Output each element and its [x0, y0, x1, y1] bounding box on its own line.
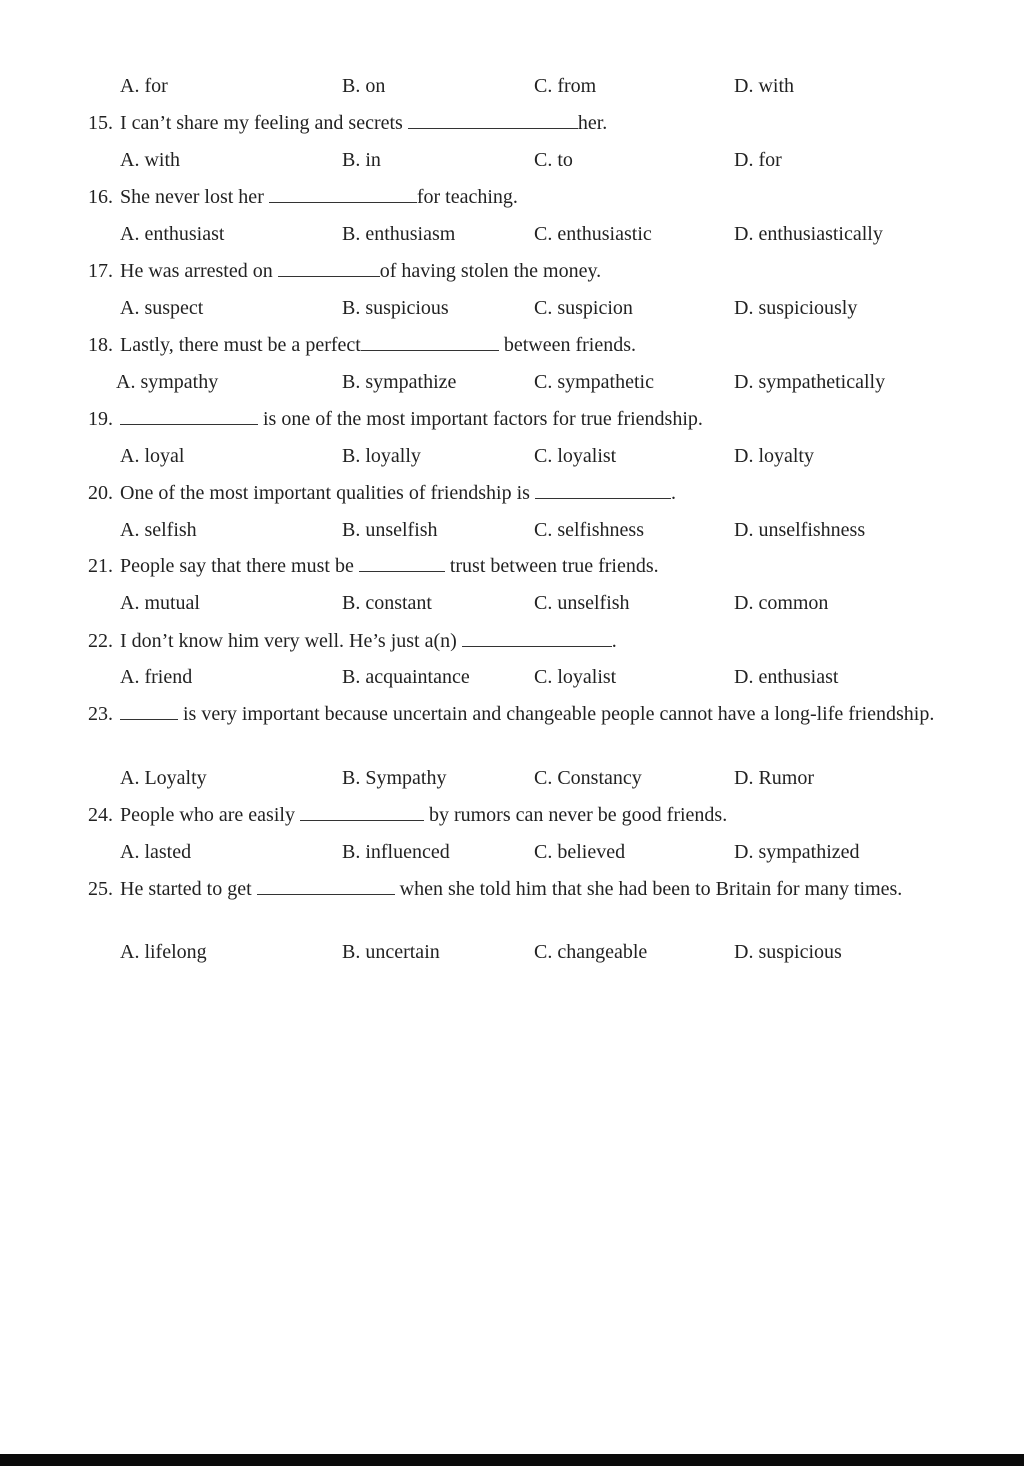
option-b: B. influenced [342, 841, 450, 863]
question-text [120, 802, 950, 828]
option-d: D. sympathized [734, 841, 860, 863]
question-text [120, 258, 950, 284]
option-a: A. sympathy [116, 371, 219, 393]
option-c: C. sympathetic [534, 371, 654, 393]
option-c: C. loyalist [534, 445, 617, 467]
question-number: 15. [88, 112, 113, 134]
question-number: 16. [88, 186, 113, 208]
question-text [120, 628, 950, 654]
question-text [120, 110, 950, 136]
option-a: A. selfish [120, 519, 197, 541]
option-b: B. unselfish [342, 519, 438, 541]
options-row-20 [0, 517, 1024, 543]
question-number: 23. [88, 703, 113, 725]
option-d: D. loyalty [734, 445, 814, 467]
answer-blank [462, 628, 612, 647]
bottom-bar [0, 1454, 1024, 1466]
option-a: A. suspect [120, 297, 204, 319]
question-number: 22. [88, 630, 113, 652]
option-b: B. acquaintance [342, 666, 470, 688]
options-row-15 [0, 147, 1024, 173]
question-number: 19. [88, 408, 113, 430]
answer-blank [120, 406, 258, 425]
question-number: 20. [88, 482, 113, 504]
option-c: C. suspicion [534, 297, 633, 319]
question-text-end: her. [577, 112, 608, 134]
option-a: A. friend [120, 666, 193, 688]
option-d: D. Rumor [734, 767, 814, 789]
option-b: B. in [342, 149, 381, 171]
question-text-start: I can’t share my feeling and secrets [120, 112, 403, 134]
question-number: 17. [88, 260, 113, 282]
option-d: D. sympathetically [734, 371, 886, 393]
option-c: C. to [534, 149, 573, 171]
answer-blank [359, 553, 445, 572]
option-b: B. loyally [342, 445, 421, 467]
answer-blank [269, 184, 417, 203]
question-text-end: by rumors can never be good friends. [428, 804, 728, 826]
question-number: 18. [88, 334, 113, 356]
options-row-16 [0, 221, 1024, 247]
option-b: B. enthusiasm [342, 223, 456, 245]
option-b: B. suspicious [342, 297, 449, 319]
answer-blank [408, 110, 578, 129]
question-text [120, 406, 950, 432]
option-c: C. Constancy [534, 767, 642, 789]
options-row-17 [0, 295, 1024, 321]
question-text [120, 553, 950, 579]
option-d: D. enthusiastically [734, 223, 883, 245]
answer-blank [361, 332, 499, 351]
option-d: D. suspiciously [734, 297, 858, 319]
option-d: D. suspicious [734, 941, 842, 963]
question-number: 24. [88, 804, 113, 826]
question-text-start: He started to get [120, 878, 252, 900]
question-text [120, 701, 950, 727]
option-a: A. lasted [120, 841, 192, 863]
option-a: A. mutual [120, 592, 200, 614]
question-text [120, 480, 950, 506]
option-d: D. for [734, 149, 782, 171]
question-text [120, 876, 950, 902]
option-a: A. Loyalty [120, 767, 207, 789]
option-a: A. for [120, 75, 168, 97]
answer-blank [257, 876, 395, 895]
option-a: A. lifelong [120, 941, 207, 963]
option-b: B. on [342, 75, 386, 97]
option-d: D. common [734, 592, 829, 614]
option-c: C. selfishness [534, 519, 644, 541]
options-row-24 [0, 839, 1024, 865]
question-number: 21. [88, 555, 113, 577]
question-text-start: One of the most important qualities of friendship is [120, 482, 530, 504]
option-c: C. from [534, 75, 597, 97]
question-text-start: People say that there must be [120, 555, 354, 577]
options-row-21 [0, 590, 1024, 616]
question-text-end: of having stolen the money. [379, 260, 602, 282]
question-text-end: trust between true friends. [449, 555, 659, 577]
option-c: C. believed [534, 841, 626, 863]
question-text [120, 184, 950, 210]
answer-blank [278, 258, 380, 277]
question-text-start: Lastly, there must be a perfect [120, 334, 361, 356]
question-text-end: is one of the most important factors for true friendship. [263, 408, 703, 430]
options-row-22 [0, 664, 1024, 690]
question-text-end: between friends. [503, 334, 636, 356]
option-c: C. unselfish [534, 592, 630, 614]
question-text-end: . [611, 630, 617, 652]
option-d: D. unselfishness [734, 519, 866, 541]
question-number: 25. [88, 878, 113, 900]
option-d: D. with [734, 75, 794, 97]
question-text-start: She never lost her [120, 186, 264, 208]
options-row-prev [0, 73, 1024, 99]
question-text [120, 332, 950, 358]
answer-blank [535, 480, 671, 499]
question-text-start: I don’t know him very well. He’s just a(n) [120, 630, 457, 652]
question-text-end: for teaching. [416, 186, 518, 208]
options-row-19 [0, 443, 1024, 469]
option-b: B. Sympathy [342, 767, 447, 789]
answer-blank [120, 701, 178, 720]
question-text-end: . [670, 482, 676, 504]
options-row-25 [0, 939, 1024, 965]
option-d: D. enthusiast [734, 666, 839, 688]
question-text-end: is very important because uncertain and changeable people cannot have a long-life friendship. [183, 703, 935, 725]
question-text-start: He was arrested on [120, 260, 273, 282]
option-b: B. sympathize [342, 371, 457, 393]
question-text-end: when she told him that she had been to Britain for many times. [399, 878, 903, 900]
answer-blank [300, 802, 424, 821]
option-c: C. changeable [534, 941, 648, 963]
option-c: C. loyalist [534, 666, 617, 688]
option-b: B. constant [342, 592, 432, 614]
option-c: C. enthusiastic [534, 223, 652, 245]
option-a: A. loyal [120, 445, 185, 467]
option-b: B. uncertain [342, 941, 440, 963]
option-a: A. enthusiast [120, 223, 225, 245]
option-a: A. with [120, 149, 180, 171]
question-text-start: People who are easily [120, 804, 295, 826]
options-row-23 [0, 765, 1024, 791]
options-row-18 [0, 369, 1024, 395]
